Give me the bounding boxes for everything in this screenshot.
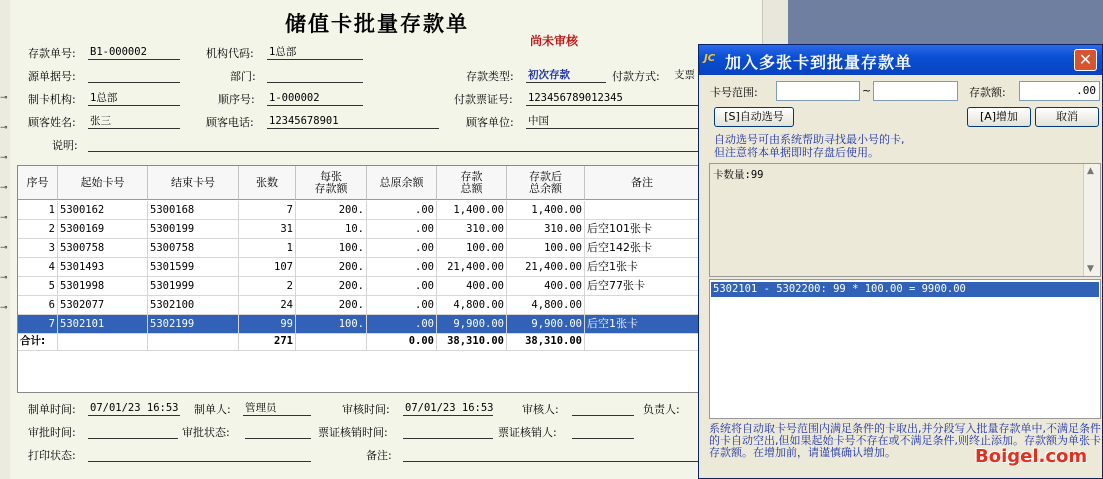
customer-name-field[interactable]: 张三 bbox=[88, 114, 180, 129]
voucher-cancel-time-field[interactable] bbox=[403, 424, 493, 439]
table-row[interactable] bbox=[18, 220, 699, 239]
customer-phone-label: 顾客电话: bbox=[206, 116, 254, 129]
table-cell[interactable]: 5300162 bbox=[58, 201, 148, 220]
table-cell[interactable]: 200. bbox=[296, 296, 367, 315]
range-separator: ~ bbox=[862, 84, 872, 97]
note-label: 说明: bbox=[52, 139, 78, 152]
approve-time-field[interactable] bbox=[88, 424, 178, 439]
org-code-field[interactable]: 1总部 bbox=[267, 45, 363, 60]
dialog-title: 加入多张卡到批量存款单 bbox=[725, 53, 913, 72]
col-header[interactable]: 存款 总额 bbox=[437, 166, 507, 200]
table-row[interactable] bbox=[18, 277, 699, 296]
total-label: 合计: bbox=[18, 332, 58, 351]
card-count-text: 卡数量:99 bbox=[713, 169, 764, 181]
voucher-cancel-time-label: 票证核销时间: bbox=[318, 426, 388, 439]
table-cell[interactable]: 10. bbox=[296, 220, 367, 239]
table-cell[interactable]: .00 bbox=[367, 201, 437, 220]
table-cell[interactable]: 后空77张卡 bbox=[587, 279, 645, 292]
table-cell[interactable]: 2 bbox=[18, 220, 58, 239]
table-row[interactable] bbox=[18, 315, 699, 334]
table-cell[interactable]: 1 bbox=[18, 201, 58, 220]
customer-name-label: 顾客姓名: bbox=[28, 116, 76, 129]
pay-method-field[interactable]: 支票 bbox=[674, 69, 695, 81]
table-cell[interactable]: 后空101张卡 bbox=[587, 222, 652, 235]
amount-input[interactable]: .00 bbox=[1019, 81, 1100, 101]
col-header[interactable]: 张数 bbox=[239, 166, 296, 200]
add-button[interactable]: [A]增加 bbox=[967, 107, 1031, 127]
total-row bbox=[18, 332, 699, 351]
pin-icon[interactable]: ⊸ bbox=[0, 303, 8, 313]
table-cell[interactable]: 21,400.00 bbox=[437, 258, 507, 277]
range-list[interactable] bbox=[709, 279, 1101, 419]
audit-time-label: 审核时间: bbox=[342, 403, 390, 416]
table-cell[interactable]: 5300168 bbox=[148, 201, 239, 220]
total-orig: 0.00 bbox=[367, 332, 437, 351]
org-code-label: 机构代码: bbox=[206, 47, 254, 60]
total-after: 38,310.00 bbox=[507, 332, 585, 351]
table-cell[interactable]: 5301493 bbox=[58, 258, 148, 277]
approve-status-field[interactable] bbox=[245, 424, 311, 439]
table-cell[interactable]: .00 bbox=[367, 258, 437, 277]
table-cell[interactable]: 1,400.00 bbox=[507, 201, 585, 220]
approve-status-label: 审批状态: bbox=[182, 426, 230, 439]
pin-icon[interactable]: ⊸ bbox=[0, 243, 8, 253]
watermark: Boigel.com bbox=[975, 446, 1088, 467]
pin-icon[interactable]: ⊸ bbox=[0, 153, 8, 163]
audit-time-field[interactable]: 07/01/23 16:53 bbox=[405, 402, 494, 414]
table-cell[interactable]: 后空142张卡 bbox=[587, 241, 652, 254]
table-cell[interactable]: .00 bbox=[367, 220, 437, 239]
table-cell[interactable]: 200. bbox=[296, 258, 367, 277]
deposit-type-label: 存款类型: bbox=[466, 70, 514, 83]
made-time-label: 制单时间: bbox=[28, 403, 76, 416]
table-cell[interactable]: 5 bbox=[18, 277, 58, 296]
seq-label: 顺序号: bbox=[218, 93, 255, 106]
table-cell[interactable]: 后空1张卡 bbox=[587, 317, 638, 330]
deposit-no-field[interactable]: B1-000002 bbox=[88, 45, 180, 60]
table-cell[interactable]: 7 bbox=[239, 201, 296, 220]
table-cell[interactable]: 4,800.00 bbox=[507, 296, 585, 315]
deposit-type-field[interactable]: 初次存款 bbox=[526, 68, 606, 83]
table-cell[interactable]: 6 bbox=[18, 296, 58, 315]
table-cell[interactable]: 1,400.00 bbox=[437, 201, 507, 220]
voucher-canceler-label: 票证核销人: bbox=[498, 426, 557, 439]
table-cell[interactable] bbox=[585, 201, 699, 220]
table-cell[interactable]: 99 bbox=[239, 315, 296, 334]
voucher-canceler-field[interactable] bbox=[572, 424, 634, 439]
table-cell[interactable]: 5302100 bbox=[148, 296, 239, 315]
add-cards-dialog bbox=[698, 44, 1103, 479]
list-item[interactable]: 5302101 - 5302200: 99 * 100.00 = 9900.00 bbox=[711, 282, 1099, 297]
col-header[interactable]: 序号 bbox=[18, 166, 58, 200]
memo-scrollbar[interactable] bbox=[1083, 164, 1100, 276]
table-cell[interactable]: 100.00 bbox=[437, 239, 507, 258]
pin-icon[interactable]: ⊸ bbox=[0, 273, 8, 283]
table-cell[interactable] bbox=[585, 296, 699, 315]
table-cell[interactable]: .00 bbox=[367, 315, 437, 334]
principal-label: 负责人: bbox=[643, 403, 680, 416]
pin-icon[interactable]: ⊸ bbox=[0, 123, 8, 133]
table-cell[interactable]: 5302077 bbox=[58, 296, 148, 315]
deposit-table[interactable] bbox=[17, 165, 700, 393]
customer-unit-label: 顾客单位: bbox=[466, 116, 514, 129]
print-status-field[interactable] bbox=[88, 447, 311, 462]
table-cell[interactable]: 100.00 bbox=[507, 239, 585, 258]
source-no-field[interactable] bbox=[88, 68, 180, 83]
dialog-hint bbox=[714, 133, 1014, 159]
table-cell[interactable]: 400.00 bbox=[437, 277, 507, 296]
table-cell[interactable]: 24 bbox=[239, 296, 296, 315]
app-logo-icon: JC bbox=[704, 53, 716, 64]
table-cell[interactable]: 5300758 bbox=[58, 239, 148, 258]
scroll-up-icon[interactable]: ▲ bbox=[1087, 166, 1094, 176]
table-cell[interactable]: .00 bbox=[367, 239, 437, 258]
auditor-field[interactable] bbox=[572, 401, 634, 416]
dialog-titlebar[interactable] bbox=[699, 45, 1102, 75]
hint-line: 自动选号可由系统帮助寻找最小号的卡, bbox=[714, 133, 905, 146]
voucher-field[interactable]: 123456789012345 bbox=[526, 91, 700, 106]
auto-select-button[interactable]: [S]自动选号 bbox=[714, 107, 794, 127]
table-cell[interactable]: 100. bbox=[296, 239, 367, 258]
table-cell[interactable]: 100. bbox=[296, 315, 367, 334]
range-to-input[interactable] bbox=[873, 81, 958, 101]
customer-unit-field[interactable]: 中国 bbox=[526, 114, 700, 129]
table-cell[interactable]: 2 bbox=[239, 277, 296, 296]
maker-field[interactable]: 管理员 bbox=[243, 401, 311, 416]
remark-field[interactable] bbox=[403, 447, 698, 462]
table-cell[interactable]: 310.00 bbox=[437, 220, 507, 239]
table-row[interactable] bbox=[18, 296, 699, 315]
cancel-button[interactable]: 取消 bbox=[1035, 107, 1099, 127]
table-row[interactable] bbox=[18, 201, 699, 220]
table-cell[interactable]: 5300199 bbox=[148, 220, 239, 239]
col-header[interactable]: 存款后 总余额 bbox=[507, 166, 585, 200]
table-cell[interactable]: 5300758 bbox=[148, 239, 239, 258]
table-cell[interactable]: 4 bbox=[18, 258, 58, 277]
card-org-field[interactable]: 1总部 bbox=[88, 91, 180, 106]
print-status-label: 打印状态: bbox=[28, 449, 76, 462]
table-cell[interactable]: 107 bbox=[239, 258, 296, 277]
card-org-label: 制卡机构: bbox=[28, 93, 76, 106]
table-cell[interactable]: 31 bbox=[239, 220, 296, 239]
made-time-field[interactable]: 07/01/23 16:53 bbox=[90, 402, 179, 414]
table-cell[interactable]: 9,900.00 bbox=[437, 315, 507, 334]
table-cell[interactable]: 1 bbox=[239, 239, 296, 258]
scroll-down-icon[interactable]: ▼ bbox=[1087, 264, 1094, 274]
source-no-label: 源单据号: bbox=[28, 70, 76, 83]
total-deposit: 38,310.00 bbox=[437, 332, 507, 351]
dept-field[interactable] bbox=[267, 68, 363, 83]
card-count-memo[interactable] bbox=[709, 163, 1101, 277]
table-cell[interactable]: 9,900.00 bbox=[507, 315, 585, 334]
hint-line: 但注意将本单据即时存盘后使用。 bbox=[714, 146, 879, 159]
pin-icon[interactable]: ⊸ bbox=[0, 213, 8, 223]
table-cell[interactable]: 5302199 bbox=[148, 315, 239, 334]
table-cell[interactable]: 5301999 bbox=[148, 277, 239, 296]
approve-time-label: 审批时间: bbox=[28, 426, 76, 439]
table-cell[interactable]: 7 bbox=[18, 315, 58, 334]
range-from-input[interactable] bbox=[776, 81, 860, 101]
table-cell[interactable]: 5300169 bbox=[58, 220, 148, 239]
note-field[interactable] bbox=[88, 137, 700, 152]
voucher-label: 付款票证号: bbox=[454, 93, 513, 106]
pay-method-label: 付款方式: bbox=[612, 70, 660, 83]
left-toolbar-strip bbox=[0, 0, 10, 479]
table-row[interactable] bbox=[18, 258, 699, 277]
table-cell[interactable]: 后空1张卡 bbox=[587, 260, 638, 273]
total-count: 271 bbox=[239, 332, 296, 351]
table-cell[interactable]: 200. bbox=[296, 277, 367, 296]
remark-label: 备注: bbox=[366, 449, 392, 462]
table-cell[interactable]: 5301998 bbox=[58, 277, 148, 296]
col-header[interactable]: 备注 bbox=[585, 166, 699, 200]
table-cell[interactable]: 200. bbox=[296, 201, 367, 220]
table-cell[interactable]: 5302101 bbox=[58, 315, 148, 334]
seq-field[interactable]: 1-000002 bbox=[267, 91, 363, 106]
dialog-footer-note: 系统将自动取卡号范围内满足条件的卡取出,并分段写入批量存款单中,不满足条件的卡自动空出,但如果起始卡号不存在或不满足条件,则终止添加。存款额为单张卡存款额。在增加前，请谨慎确认增加。 bbox=[709, 422, 1101, 459]
maker-label: 制单人: bbox=[194, 403, 231, 416]
close-icon[interactable]: ✕ bbox=[1074, 49, 1097, 71]
table-cell[interactable]: 310.00 bbox=[507, 220, 585, 239]
pin-icon[interactable]: ⊸ bbox=[0, 183, 8, 193]
table-row[interactable] bbox=[18, 239, 699, 258]
table-cell[interactable]: 5301599 bbox=[148, 258, 239, 277]
col-header[interactable]: 每张 存款额 bbox=[296, 166, 367, 200]
background-window bbox=[788, 0, 1103, 44]
audit-status: 尚未审核 bbox=[530, 34, 579, 48]
table-cell[interactable]: .00 bbox=[367, 296, 437, 315]
customer-phone-field[interactable]: 12345678901 bbox=[267, 114, 439, 129]
col-header[interactable]: 总原余额 bbox=[367, 166, 437, 200]
auditor-label: 审核人: bbox=[522, 403, 559, 416]
col-header[interactable]: 结束卡号 bbox=[148, 166, 239, 200]
col-header[interactable]: 起始卡号 bbox=[58, 166, 148, 200]
card-range-label: 卡号范围: bbox=[710, 86, 758, 99]
table-cell[interactable]: 3 bbox=[18, 239, 58, 258]
pin-icon[interactable]: ⊸ bbox=[0, 93, 8, 103]
deposit-no-label: 存款单号: bbox=[28, 47, 76, 60]
dept-label: 部门: bbox=[230, 70, 256, 83]
table-cell[interactable]: .00 bbox=[367, 277, 437, 296]
form-title: 储值卡批量存款单 bbox=[285, 11, 469, 36]
table-cell[interactable]: 21,400.00 bbox=[507, 258, 585, 277]
table-cell[interactable]: 400.00 bbox=[507, 277, 585, 296]
table-cell[interactable]: 4,800.00 bbox=[437, 296, 507, 315]
amount-label: 存款额: bbox=[969, 86, 1006, 99]
